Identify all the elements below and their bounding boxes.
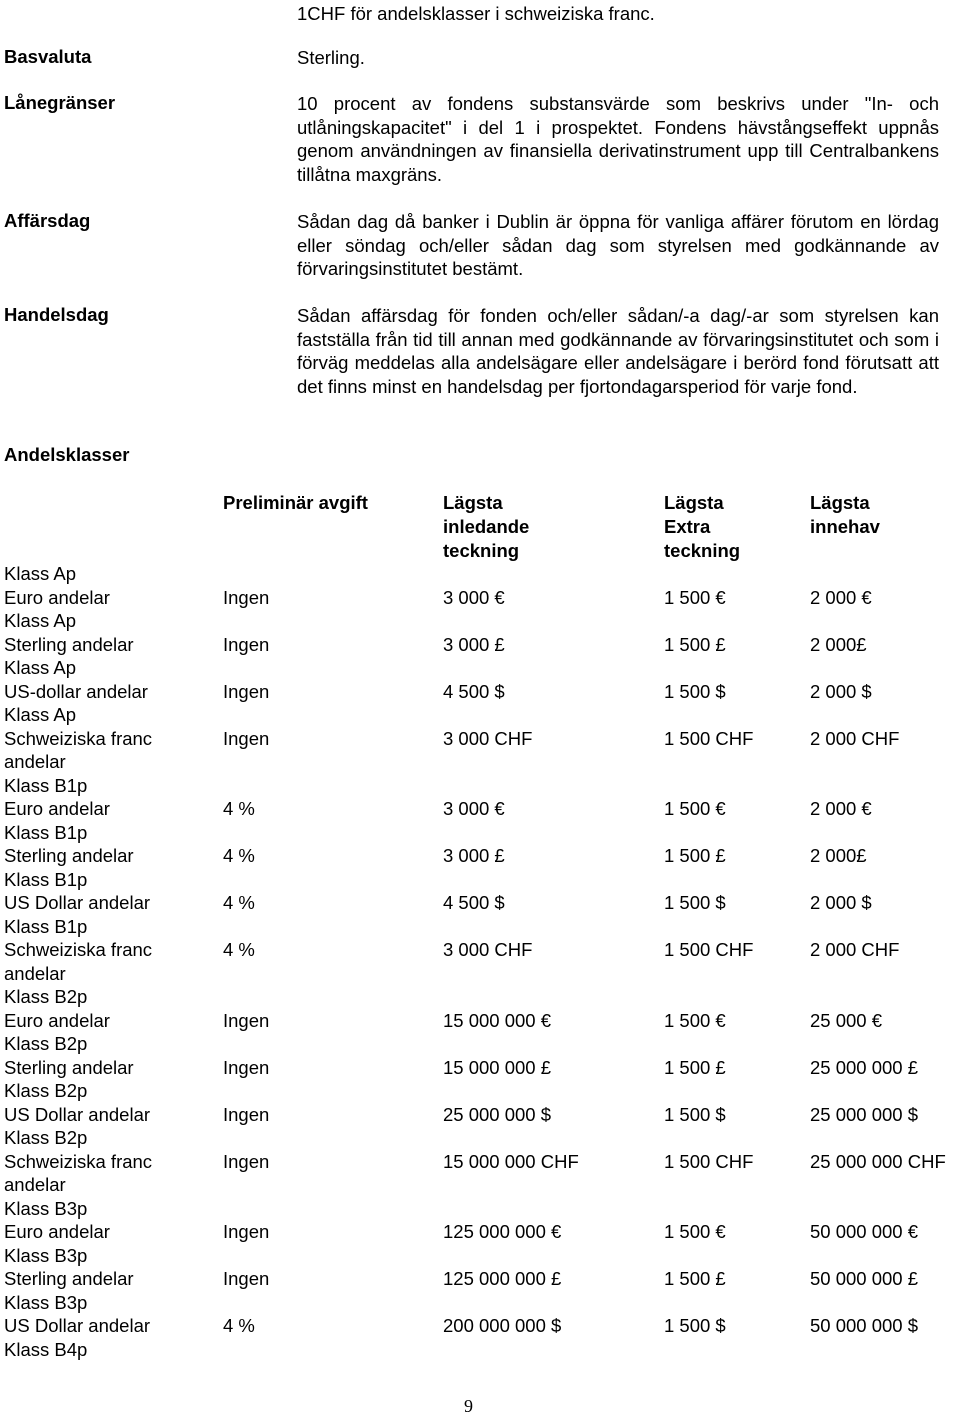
share-type-name: Schweiziska franc andelar: [4, 1150, 153, 1195]
minimum-initial-subscription: 3 000 €: [443, 798, 505, 819]
share-class-label: Klass Ap: [4, 657, 76, 678]
header-preliminar-avgift: Preliminär avgift: [223, 492, 368, 513]
minimum-initial-subscription: 15 000 000 €: [443, 1009, 552, 1031]
share-type-name: Sterling andelar: [4, 633, 134, 655]
entry-fee: Ingen: [223, 1150, 270, 1172]
entry-fee: Ingen: [223, 633, 270, 655]
term-handelsdag: Handelsdag: [4, 304, 109, 325]
entry-fee: 4 %: [223, 798, 255, 819]
minimum-holding: 2 000£: [810, 633, 867, 655]
minimum-additional-subscription: 1 500 £: [664, 845, 726, 866]
share-type-name: US Dollar andelar: [4, 1103, 151, 1125]
minimum-additional-subscription: 1 500 CHF: [664, 727, 754, 749]
share-class-label: Klass B1p: [4, 774, 88, 796]
minimum-additional-subscription: 1 500 €: [664, 1009, 726, 1031]
entry-fee: Ingen: [223, 1221, 270, 1242]
minimum-initial-subscription: 4 500 $: [443, 892, 505, 913]
entry-fee: 4 %: [223, 1315, 255, 1336]
share-type-name: Euro andelar: [4, 1221, 110, 1242]
entry-fee: Ingen: [223, 727, 270, 749]
share-type-name: US Dollar andelar: [4, 1315, 151, 1336]
share-class-label: Klass Ap: [4, 610, 76, 631]
share-class-label: Klass Ap: [4, 563, 76, 584]
share-type-name: Sterling andelar: [4, 1056, 134, 1078]
term-basvaluta: Basvaluta: [4, 46, 92, 67]
page-number: 9: [464, 1396, 473, 1416]
entry-fee: Ingen: [223, 680, 270, 702]
minimum-holding: 2 000 €: [810, 798, 872, 819]
minimum-holding: 50 000 000 €: [810, 1221, 919, 1242]
entry-fee: Ingen: [223, 1056, 270, 1078]
minimum-initial-subscription: 200 000 000 $: [443, 1315, 562, 1336]
entry-fee: Ingen: [223, 1009, 270, 1031]
share-type-name: Sterling andelar: [4, 845, 134, 866]
share-type-name: Euro andelar: [4, 586, 110, 608]
share-type-name: Schweiziska franc andelar: [4, 727, 153, 772]
minimum-initial-subscription: 15 000 000 £: [443, 1056, 552, 1078]
share-type-name: Sterling andelar: [4, 1268, 134, 1289]
share-class-label: Klass Ap: [4, 704, 76, 725]
minimum-initial-subscription: 3 000 CHF: [443, 727, 533, 749]
share-class-label: Klass B3p: [4, 1291, 88, 1313]
minimum-additional-subscription: 1 500 €: [664, 1221, 726, 1242]
share-class-label: Klass B2p: [4, 1033, 88, 1054]
share-class-label: Klass B2p: [4, 986, 88, 1007]
share-class-label: Klass B4p: [4, 1338, 88, 1360]
minimum-additional-subscription: 1 500 $: [664, 1315, 726, 1336]
minimum-additional-subscription: 1 500 €: [664, 798, 726, 819]
minimum-holding: 50 000 000 $: [810, 1315, 919, 1336]
share-type-name: Schweiziska franc andelar: [4, 939, 153, 984]
minimum-holding: 25 000 000 CHF: [810, 1150, 946, 1172]
minimum-initial-subscription: 125 000 000 £: [443, 1268, 562, 1289]
header-lagsta-extra: Lägsta Extra teckning: [664, 492, 741, 561]
share-class-label: Klass B3p: [4, 1244, 88, 1266]
minimum-initial-subscription: 3 000 CHF: [443, 939, 533, 960]
header-lagsta-innehav: Lägsta innehav: [810, 492, 880, 537]
minimum-holding: 2 000£: [810, 845, 867, 866]
share-class-label: Klass B2p: [4, 1080, 88, 1101]
minimum-additional-subscription: 1 500 $: [664, 1103, 726, 1125]
header-lagsta-inledande: Lägsta inledande teckning: [443, 492, 530, 561]
share-type-name: Euro andelar: [4, 798, 110, 819]
minimum-additional-subscription: 1 500 CHF: [664, 939, 754, 960]
minimum-additional-subscription: 1 500 £: [664, 1056, 726, 1078]
share-class-label: Klass B2p: [4, 1127, 88, 1148]
share-class-label: Klass B1p: [4, 821, 88, 843]
minimum-initial-subscription: 125 000 000 €: [443, 1221, 562, 1242]
share-type-name: US-dollar andelar: [4, 680, 148, 702]
minimum-additional-subscription: 1 500 €: [664, 586, 726, 608]
minimum-additional-subscription: 1 500 CHF: [664, 1150, 754, 1172]
minimum-initial-subscription: 3 000 £: [443, 845, 505, 866]
minimum-holding: 2 000 CHF: [810, 727, 900, 749]
minimum-initial-subscription: 4 500 $: [443, 680, 505, 702]
section-title-andelsklasser: Andelsklasser: [4, 444, 130, 465]
minimum-holding: 2 000 $: [810, 680, 872, 702]
entry-fee: Ingen: [223, 1268, 270, 1289]
minimum-holding: 2 000 CHF: [810, 939, 900, 960]
entry-fee: Ingen: [223, 586, 270, 608]
entry-fee: Ingen: [223, 1103, 270, 1125]
definition-text-currency-note: 1CHF för andelsklasser i schweiziska franc.: [297, 3, 655, 24]
minimum-additional-subscription: 1 500 $: [664, 892, 726, 913]
minimum-initial-subscription: 15 000 000 CHF: [443, 1150, 579, 1172]
definition-lanegranser: 10 procent av fondens substansvärde som beskrivs under "In- och utlåningskapacitet" i del 1 i prospektet. Fondens hävstångseffekt uppnås genom användningen av finansiella derivatinstrument upp till Centralbankens tillåtna maxgräns.: [297, 93, 939, 185]
definition-handelsdag: Sådan affärsdag för fonden och/eller sådan/-a dag/-ar som styrelsen kan fastställa från tid till annan med godkännande av förvaringsinstitutet och som i förväg meddelas alla andelsägare eller andelsägare i berörd fond förutsatt att det finns minst en handelsdag per fjortondagarsperiod för varje fond.: [297, 305, 939, 397]
share-class-label: Klass B1p: [4, 868, 88, 890]
entry-fee: 4 %: [223, 845, 255, 866]
minimum-holding: 50 000 000 £: [810, 1268, 919, 1289]
minimum-additional-subscription: 1 500 $: [664, 680, 726, 702]
minimum-holding: 25 000 000 £: [810, 1056, 919, 1078]
minimum-additional-subscription: 1 500 £: [664, 1268, 726, 1289]
share-type-name: US Dollar andelar: [4, 892, 151, 913]
term-affarsdag: Affärsdag: [4, 210, 91, 231]
entry-fee: 4 %: [223, 939, 255, 960]
minimum-holding: 2 000 €: [810, 586, 872, 608]
minimum-additional-subscription: 1 500 £: [664, 633, 726, 655]
entry-fee: 4 %: [223, 892, 255, 913]
minimum-initial-subscription: 3 000 £: [443, 633, 505, 655]
share-class-label: Klass B3p: [4, 1197, 88, 1219]
minimum-holding: 25 000 €: [810, 1009, 883, 1031]
minimum-holding: 25 000 000 $: [810, 1103, 919, 1125]
term-lanegranser: Lånegränser: [4, 92, 116, 113]
share-class-label: Klass B1p: [4, 915, 88, 937]
share-type-name: Euro andelar: [4, 1009, 110, 1031]
minimum-initial-subscription: 25 000 000 $: [443, 1103, 552, 1125]
definition-affarsdag: Sådan dag då banker i Dublin är öppna för vanliga affärer förutom en lördag eller söndag och/eller sådan dag som styrelsen med godkännande av förvaringsinstitutet bestämt.: [297, 211, 939, 279]
minimum-initial-subscription: 3 000 €: [443, 586, 505, 608]
definition-basvaluta: Sterling.: [297, 47, 365, 68]
minimum-holding: 2 000 $: [810, 892, 872, 913]
